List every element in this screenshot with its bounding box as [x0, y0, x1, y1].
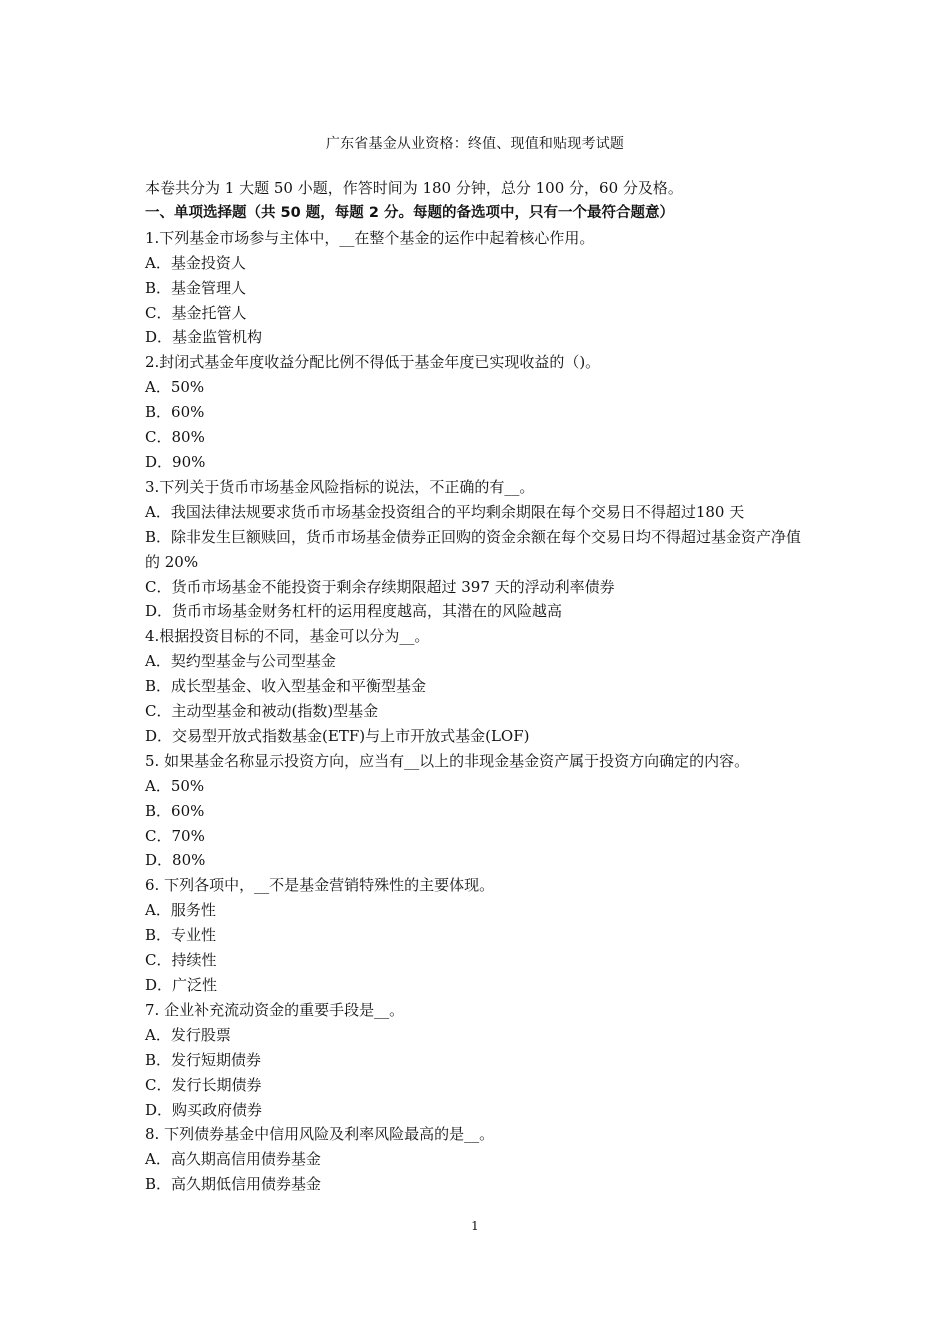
answer-option: D．80% [145, 851, 206, 870]
answer-option: C．80% [145, 428, 205, 447]
answer-option: C．70% [145, 826, 205, 845]
answer-option: B．60% [145, 801, 205, 820]
answer-option: B．60% [145, 403, 205, 422]
answer-option: C．发行长期债券 [145, 1075, 262, 1094]
answer-option: A．基金投资人 [145, 253, 246, 272]
answer-option: A．50% [145, 378, 205, 397]
answer-option: C．主动型基金和被动(指数)型基金 [145, 702, 379, 721]
question-stem: 6. 下列各项中，__不是基金营销特殊性的主要体现。 [145, 876, 495, 895]
answer-option: D．基金监管机构 [145, 328, 263, 347]
answer-option: D．交易型开放式指数基金(ETF)与上市开放式基金(LOF) [145, 726, 530, 745]
question-stem: 1.下列基金市场参与主体中，__在整个基金的运作中起着核心作用。 [145, 228, 595, 247]
answer-option: D．90% [145, 452, 206, 471]
exam-intro: 本卷共分为 1 大题 50 小题，作答时间为 180 分钟，总分 100 分，60 分及格。 [145, 179, 683, 197]
question-stem: 4.根据投资目标的不同，基金可以分为__。 [145, 627, 430, 646]
answer-option: B．专业性 [145, 926, 217, 945]
answer-option: D．购买政府债券 [145, 1100, 263, 1119]
answer-option: C．持续性 [145, 951, 217, 970]
answer-option: A．50% [145, 776, 205, 795]
answer-option: B．除非发生巨额赎回，货币市场基金债券正回购的资金余额在每个交易日均不得超过基金资产净值的 20% [145, 527, 802, 571]
answer-option: C．基金托管人 [145, 303, 247, 322]
document-title: 广东省基金从业资格：终值、现值和贴现考试题 [325, 136, 625, 152]
answer-option: D．货币市场基金财务杠杆的运用程度越高，其潜在的风险越高 [145, 602, 563, 621]
question-stem: 8. 下列债券基金中信用风险及利率风险最高的是__。 [145, 1125, 495, 1144]
answer-option: B．基金管理人 [145, 278, 247, 297]
answer-option: A．发行股票 [145, 1025, 231, 1044]
answer-option: C．货币市场基金不能投资于剩余存续期限超过 397 天的浮动利率债券 [145, 577, 615, 596]
answer-option: A．服务性 [145, 901, 216, 920]
page-number: 1 [471, 1219, 479, 1233]
answer-option: D．广泛性 [145, 976, 218, 994]
answer-option: A．契约型基金与公司型基金 [145, 652, 336, 671]
answer-option: B．发行短期债券 [145, 1050, 262, 1069]
answer-option: B．高久期低信用债券基金 [145, 1175, 322, 1194]
answer-option: A．高久期高信用债券基金 [145, 1150, 321, 1169]
question-stem: 5. 如果基金名称显示投资方向，应当有__以上的非现金基金资产属于投资方向确定的内容。 [145, 751, 750, 770]
document-body [145, 176, 815, 1197]
answer-option: A．我国法律法规要求货币市场基金投资组合的平均剩余期限在每个交易日不得超过180 天 [145, 502, 745, 521]
question-stem: 7. 企业补充流动资金的重要手段是__。 [145, 1000, 405, 1019]
answer-option: B．成长型基金、收入型基金和平衡型基金 [145, 677, 427, 696]
question-stem: 3.下列关于货币市场基金风险指标的说法，不正确的有__。 [145, 477, 535, 496]
section-heading: 一、单项选择题（共 50 题，每题 2 分。每题的备选项中，只有一个最符合题意） [145, 204, 674, 221]
question-stem: 2.封闭式基金年度收益分配比例不得低于基金年度已实现收益的（)。 [145, 353, 601, 372]
